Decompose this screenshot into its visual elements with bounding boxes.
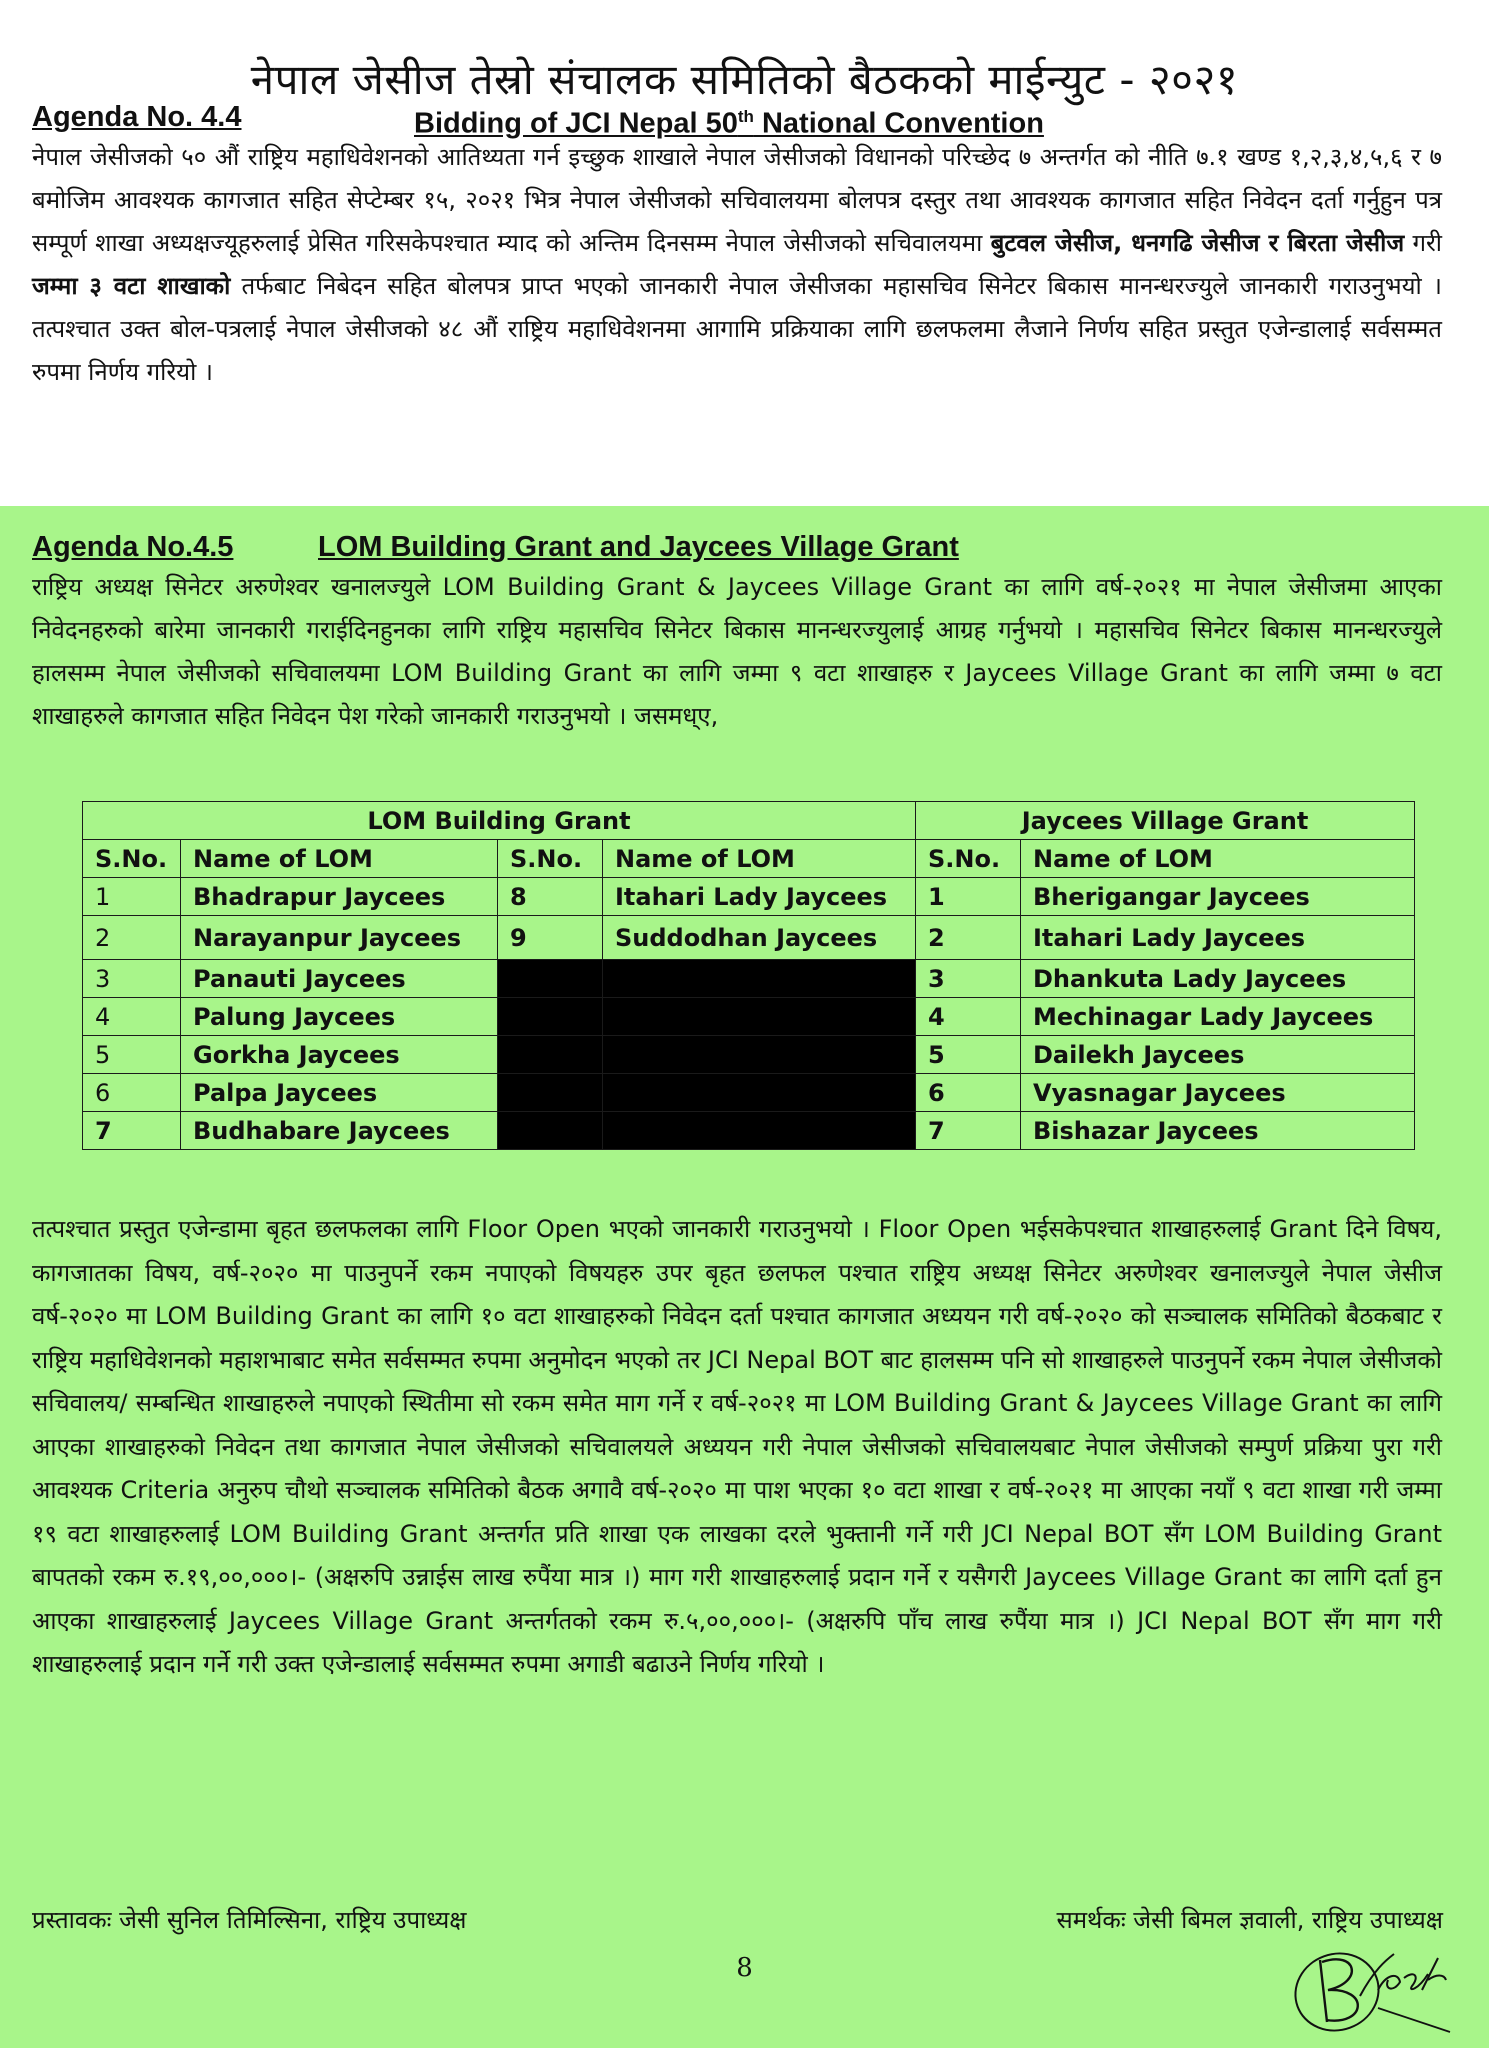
- redacted-cell: [498, 1036, 603, 1074]
- agenda-4-4-text-1: नेपाल जेसीजको ५० औं राष्ट्रिय महाधिवेशनको आतिथ्यता गर्न इच्छुक शाखाले नेपाल जेसीजको विधानको परिच्छेद ७ अन्तर्गत को नीति ७.१ खण्ड १,२,३,४,५,६ र ७ बमोजिम आवश्यक कागजात सहित सेप्टेम्बर १५, २०२१ भित्र नेपाल जेसीजको सचिवालयमा बोलपत्र दस्तुर तथा आवश्यक कागजात सहित निवेदन दर्ता गर्नुहुन पत्र सम्पूर्ण शाखा अध्यक्षज्यूहरुलाई प्रेसित गरिसकेपश्चात म्याद को अन्तिम दिनसम्म नेपाल जेसीजको सचिवालयमा: [32, 143, 1442, 257]
- village-sno: 3: [916, 960, 1021, 998]
- lom-sno: 5: [83, 1036, 181, 1074]
- redacted-cell: [603, 1112, 916, 1150]
- lom-name: Gorkha Jaycees: [181, 1036, 498, 1074]
- grant-table: [82, 801, 1415, 1150]
- village-name: Bishazar Jaycees: [1021, 1112, 1415, 1150]
- table-row: [83, 916, 1415, 960]
- village-sno: 7: [916, 1112, 1021, 1150]
- village-name: Dailekh Jaycees: [1021, 1036, 1415, 1074]
- village-sno: 2: [916, 916, 1021, 960]
- lom-sno: 3: [83, 960, 181, 998]
- lom-name: Palpa Jaycees: [181, 1074, 498, 1112]
- handwritten-signature: [1282, 1930, 1452, 2040]
- agenda-4-4-branches: बुटवल जेसीज, धनगढि जेसीज र बिरता जेसीज: [990, 229, 1405, 257]
- redacted-cell: [498, 1112, 603, 1150]
- agenda-4-5-title: LOM Building Grant and Jaycees Village Grant: [318, 531, 959, 563]
- table-row: [83, 1112, 1415, 1150]
- village-name: Dhankuta Lady Jaycees: [1021, 960, 1415, 998]
- lom-name: Panauti Jaycees: [181, 960, 498, 998]
- page-number: 8: [736, 1953, 753, 1983]
- lom-sno: 1: [83, 878, 181, 916]
- agenda-4-4-title: [414, 100, 1044, 141]
- col-sno-1: S.No.: [83, 840, 181, 878]
- table-column-header-row: [83, 840, 1415, 878]
- agenda-4-4-total: जम्मा ३ वटा शाखाको: [32, 272, 231, 300]
- lom-name-extra: Suddodhan Jaycees: [603, 916, 916, 960]
- agenda-4-5-decision: तत्पश्चात प्रस्तुत एजेन्डामा बृहत छलफलका लागि Floor Open भएको जानकारी गराउनुभयो । Floor Open भईसकेपश्चात शाखाहरुलाई Grant दिने विषय, कागजातका विषय, वर्ष-२०२० मा पाउनुपर्ने रकम नपाएको विषयहरु उपर बृहत छलफल पश्चात राष्ट्रिय अध्यक्ष सिनेटर अरुणेश्वर खनालज्युले नेपाल जेसीज वर्ष-२०२० मा LOM Building Grant का लागि १० वटा शाखाहरुको निवेदन दर्ता पश्चात कागजात अध्ययन गरी वर्ष-२०२० को सञ्चालक समितिको बैठकबाट र राष्ट्रिय महाधिवेशनको महाशभाबाट समेत सर्वसम्मत रुपमा अनुमोदन भएको तर JCI Nepal BOT बाट हालसम्म पनि सो शाखाहरुले पाउनुपर्ने रकम नेपाल जेसीजको सचिवालय/ सम्बन्धित शाखाहरुले नपाएको स्थितीमा सो रकम समेत माग गर्ने र वर्ष-२०२१ मा LOM Building Grant & Jaycees Village Grant का लागि आएका शाखाहरुको निवेदन तथा कागजात नेपाल जेसीजको सचिवालयले अध्ययन गरी नेपाल जेसीजको सचिवालयबाट नेपाल जेसीजको सम्पुर्ण प्रक्रिया पुरा गरी आवश्यक Criteria अनुरुप चौथो सञ्चालक समितिको बैठक अगावै वर्ष-२०२० मा पाश भएका १० वटा शाखा र वर्ष-२०२१ मा आएका नयाँ ९ वटा शाखा गरी जम्मा १९ वटा शाखाहरुलाई LOM Building Grant अन्तर्गत प्रति शाखा एक लाखका दरले भुक्तानी गर्ने गरी JCI Nepal BOT सँग LOM Building Grant बापतको रकम रु.१९,००,०००।- (अक्षरुपि उन्नाईस लाख रुपैंया मात्र ।) माग गरी शाखाहरुलाई प्रदान गर्ने र यसैगरी Jaycees Village Grant का लागि दर्ता हुन आएका शाखाहरुलाई Jaycees Village Grant अन्तर्गतको रकम रु.५,००,०००।- (अक्षरुपि पाँच लाख रुपैंया मात्र ।) JCI Nepal BOT सँग माग गरी शाखाहरुलाई प्रदान गर्ने गरी उक्त एजेन्डालाई सर्वसम्मत रुपमा अगाडी बढाउने निर्णय गरियो ।: [32, 1215, 1443, 1678]
- agenda-4-4-number: Agenda No. 4.4: [32, 101, 242, 133]
- lom-sno: 4: [83, 998, 181, 1036]
- col-sno-3: S.No.: [916, 840, 1021, 878]
- redacted-cell: [498, 960, 603, 998]
- proposer-line: प्रस्तावकः जेसी सुनिल तिमिल्सिना, राष्ट्रिय उपाध्यक्ष: [32, 1906, 467, 1934]
- agenda-4-4-text-2: गरी: [1404, 229, 1442, 257]
- village-name: Vyasnagar Jaycees: [1021, 1074, 1415, 1112]
- redacted-cell: [498, 1074, 603, 1112]
- agenda-4-4-title-sup: th: [737, 107, 754, 126]
- lom-name-extra: Itahari Lady Jaycees: [603, 878, 916, 916]
- col-name-1: Name of LOM: [181, 840, 498, 878]
- redacted-cell: [603, 1036, 916, 1074]
- village-name: Mechinagar Lady Jaycees: [1021, 998, 1415, 1036]
- agenda-4-4-title-post: National Convention: [753, 107, 1044, 140]
- redacted-cell: [603, 1074, 916, 1112]
- redacted-cell: [498, 998, 603, 1036]
- table-group-header-row: [83, 802, 1415, 840]
- village-name: Bherigangar Jaycees: [1021, 878, 1415, 916]
- lom-name: Budhabare Jaycees: [181, 1112, 498, 1150]
- table-row: [83, 998, 1415, 1036]
- agenda-4-5-intro: राष्ट्रिय अध्यक्ष सिनेटर अरुणेश्वर खनालज्युले LOM Building Grant & Jaycees Village Grant का लागि वर्ष-२०२१ मा नेपाल जेसीजमा आएका निवेदनहरुको बारेमा जानकारी गराईदिनहुनका लागि राष्ट्रिय महासचिव सिनेटर बिकास मानन्धरज्युलाई आग्रह गर्नुभयो । महासचिव सिनेटर बिकास मानन्धरज्युले हालसम्म नेपाल जेसीजको सचिवालयमा LOM Building Grant का लागि जम्मा ९ वटा शाखाहरु र Jaycees Village Grant का लागि जम्मा ७ वटा शाखाहरुले कागजात सहित निवेदन पेश गरेको जानकारी गराउनुभयो । जसमध्ए,: [32, 573, 1442, 730]
- lom-sno-extra: 8: [498, 878, 603, 916]
- table-row: [83, 1074, 1415, 1112]
- agenda-4-4-title-pre: Bidding of JCI Nepal 50: [414, 107, 738, 140]
- village-sno: 4: [916, 998, 1021, 1036]
- table-row: [83, 1036, 1415, 1074]
- agenda-4-4-text-3: तर्फबाट निबेदन सहित बोलपत्र प्राप्त भएको जानकारी नेपाल जेसीजका महासचिव सिनेटर बिकास मानन्धरज्युले जानकारी गराउनुभयो । तत्पश्चात उक्त बोल-पत्रलाई नेपाल जेसीजको ४८ औं राष्ट्रिय महाधिवेशनमा आगामि प्रक्रियाका लागि छलफलमा लैजाने निर्णय सहित प्रस्तुत एजेन्डालाई सर्वसम्मत रुपमा निर्णय गरियो ।: [32, 272, 1442, 386]
- village-sno: 5: [916, 1036, 1021, 1074]
- redacted-cell: [603, 960, 916, 998]
- lom-sno: 7: [83, 1112, 181, 1150]
- table-row: [83, 960, 1415, 998]
- village-sno: 6: [916, 1074, 1021, 1112]
- jaycees-village-grant-header: Jaycees Village Grant: [916, 802, 1415, 840]
- village-name: Itahari Lady Jaycees: [1021, 916, 1415, 960]
- redacted-cell: [603, 998, 916, 1036]
- agenda-4-4-body: [32, 136, 1442, 394]
- seconder-line: समर्थकः जेसी बिमल ज्ञवाली, राष्ट्रिय उपाध्यक्ष: [1056, 1906, 1443, 1934]
- lom-sno: 2: [83, 916, 181, 960]
- village-sno: 1: [916, 878, 1021, 916]
- lom-name: Narayanpur Jaycees: [181, 916, 498, 960]
- agenda-4-5-number: Agenda No.4.5: [32, 531, 234, 563]
- lom-sno: 6: [83, 1074, 181, 1112]
- col-name-3: Name of LOM: [1021, 840, 1415, 878]
- col-sno-2: S.No.: [498, 840, 603, 878]
- col-name-2: Name of LOM: [603, 840, 916, 878]
- lom-building-grant-header: LOM Building Grant: [83, 802, 916, 840]
- page-title: नेपाल जेसीज तेस्रो संचालक समितिको बैठकको माईन्युट - २०२१: [250, 55, 1239, 105]
- lom-sno-extra: 9: [498, 916, 603, 960]
- table-row: [83, 878, 1415, 916]
- lom-name: Bhadrapur Jaycees: [181, 878, 498, 916]
- lom-name: Palung Jaycees: [181, 998, 498, 1036]
